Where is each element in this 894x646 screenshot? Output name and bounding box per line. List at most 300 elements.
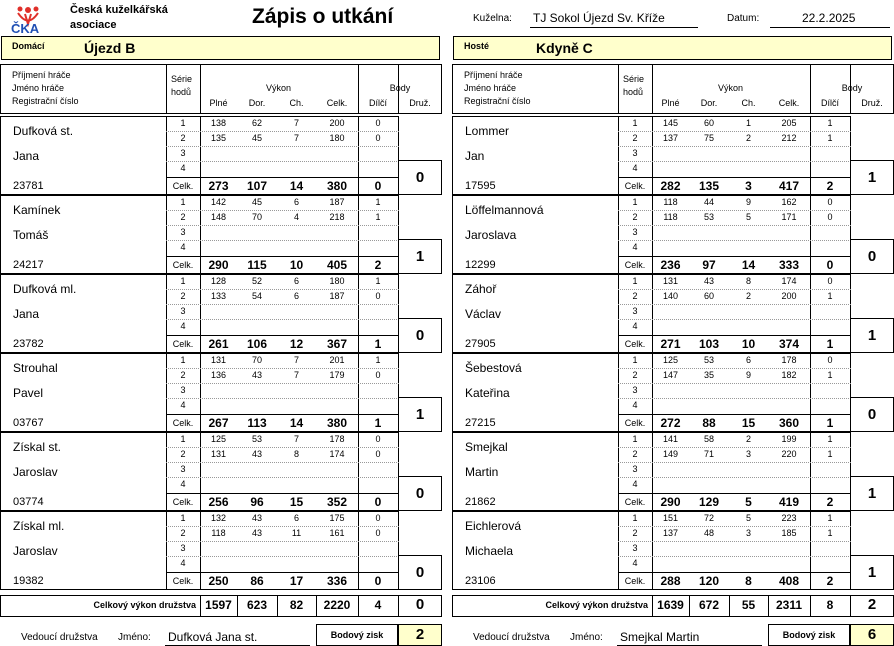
player-header-1: Příjmení hráče	[464, 70, 523, 80]
row-divider	[166, 146, 399, 147]
venue-label: Kuželna:	[473, 13, 512, 24]
row-divider	[618, 572, 851, 573]
row-divider	[166, 368, 399, 369]
series-number: 3	[180, 385, 186, 395]
dor-value: 43	[251, 370, 262, 380]
celk-value: 201	[329, 355, 345, 365]
dor-value: 70	[251, 355, 262, 365]
total-row-label: Celk.	[624, 418, 646, 428]
player-total-ch: 10	[289, 258, 304, 272]
series-number: 1	[180, 197, 186, 207]
ch-value: 8	[745, 276, 751, 286]
player-reg-number: 21862	[465, 496, 496, 508]
series-number: 1	[632, 276, 638, 286]
ch-value: 7	[293, 118, 299, 128]
row-divider	[618, 541, 851, 542]
player-total-celk: 367	[326, 337, 348, 351]
player-total-dor: 107	[246, 179, 268, 193]
plne-value: 125	[210, 434, 227, 444]
home-role-label: Domácí	[12, 41, 45, 51]
player-surname: Strouhal	[13, 361, 58, 375]
row-divider	[166, 572, 399, 573]
ch-value: 3	[745, 449, 751, 459]
plne-value: 118	[663, 197, 678, 207]
team-points-box: 1	[850, 476, 894, 511]
dilci-value: 1	[827, 133, 833, 143]
row-divider	[166, 210, 399, 211]
series-number: 1	[180, 513, 186, 523]
performance-header: Výkon	[718, 83, 744, 93]
ch-value: 7	[293, 355, 299, 365]
summary-team-points: 2	[867, 596, 877, 613]
celk-value: 212	[781, 133, 797, 143]
player-surname: Získal st.	[13, 440, 62, 454]
player-reg-number: 23782	[13, 338, 44, 350]
player-total-dilci: 1	[826, 337, 834, 351]
gain-label-box: Bodový zisk	[316, 624, 398, 646]
row-divider	[166, 319, 399, 320]
dor-header: Dor.	[248, 98, 266, 108]
series-number: 1	[632, 355, 638, 365]
dilci-value: 1	[827, 370, 833, 380]
player-total-dilci: 2	[826, 179, 834, 193]
celk-value: 220	[781, 449, 797, 459]
plne-value: 137	[662, 133, 679, 143]
row-divider	[618, 146, 851, 147]
dor-value: 54	[251, 291, 262, 301]
dilci-value: 1	[375, 276, 381, 286]
player-reg-number: 24217	[13, 259, 44, 271]
player-total-dor: 115	[247, 258, 267, 272]
column-divider	[618, 64, 619, 114]
row-divider	[618, 177, 851, 178]
player-total-dilci: 0	[374, 574, 382, 588]
series-number: 3	[180, 464, 186, 474]
row-divider	[166, 556, 399, 557]
player-total-dor: 86	[250, 574, 264, 588]
gain-label-box: Bodový zisk	[768, 624, 850, 646]
dor-value: 43	[251, 449, 262, 459]
summary-label: Celkový výkon družstva	[545, 600, 648, 610]
date-label: Datum:	[727, 13, 760, 24]
ch-value: 6	[293, 276, 299, 286]
player-total-dilci: 2	[826, 574, 834, 588]
team-points-box: 0	[850, 397, 894, 432]
row-divider	[166, 383, 399, 384]
ch-value: 1	[745, 118, 751, 128]
performance-header: Výkon	[266, 83, 292, 93]
dor-value: 60	[703, 291, 714, 301]
player-first-name: Tomáš	[13, 228, 49, 242]
dor-value: 43	[703, 276, 714, 286]
series-number: 2	[180, 449, 186, 459]
player-total-plne: 271	[660, 337, 681, 351]
player-total-dor: 113	[247, 416, 267, 430]
plne-value: 118	[663, 212, 678, 222]
leader-name: Dufková Jana st.	[168, 630, 258, 644]
summary-value: 8	[826, 598, 834, 612]
series-number: 3	[632, 306, 638, 316]
series-number: 3	[180, 306, 186, 316]
home-team-bar	[1, 36, 440, 60]
player-reg-number: 23781	[13, 180, 44, 192]
player-reg-number: 03767	[13, 417, 44, 429]
series-number: 3	[632, 385, 638, 395]
ch-value: 8	[293, 449, 299, 459]
player-total-ch: 15	[741, 416, 756, 430]
row-divider	[618, 225, 851, 226]
celk-value: 174	[329, 449, 345, 459]
series-number: 2	[632, 133, 638, 143]
dilci-header: Dílčí	[369, 98, 387, 108]
series-number: 4	[180, 163, 186, 173]
summary-team-points: 0	[415, 596, 425, 613]
series-number: 2	[632, 212, 638, 222]
row-divider	[166, 304, 399, 305]
dor-header: Dor.	[700, 98, 718, 108]
player-total-plne: 256	[208, 495, 229, 509]
druz-header: Druž.	[861, 98, 883, 108]
total-row-label: Celk.	[172, 576, 194, 586]
guest-role-label: Hosté	[464, 41, 490, 51]
ch-value: 7	[293, 133, 299, 143]
row-divider	[618, 383, 851, 384]
player-total-dor: 129	[698, 495, 720, 509]
dor-value: 52	[251, 276, 262, 286]
series-number: 1	[180, 118, 186, 128]
plne-value: 125	[662, 355, 679, 365]
celk-header: Celk.	[778, 98, 800, 108]
celk-value: 185	[781, 528, 797, 538]
player-surname: Šebestová	[465, 361, 522, 375]
column-divider	[166, 64, 167, 114]
team-points-box: 0	[398, 160, 442, 195]
dilci-value: 1	[827, 449, 833, 459]
series-number: 2	[180, 370, 186, 380]
dor-value: 70	[251, 212, 262, 222]
total-row-label: Celk.	[624, 339, 646, 349]
leader-name: Smejkal Martin	[620, 630, 700, 644]
series-header-1: Série	[623, 74, 645, 84]
row-divider	[618, 304, 851, 305]
druz-header: Druž.	[409, 98, 431, 108]
series-number: 4	[180, 400, 186, 410]
series-number: 1	[632, 197, 638, 207]
dor-value: 60	[703, 118, 714, 128]
dor-value: 43	[251, 513, 262, 523]
player-header-1: Příjmení hráče	[12, 70, 71, 80]
dor-value: 53	[251, 434, 262, 444]
celk-value: 205	[781, 118, 797, 128]
player-first-name: Jana	[13, 149, 40, 163]
series-header-1: Série	[171, 74, 193, 84]
leader-label: Vedoucí družstva	[21, 632, 98, 643]
summary-value: 623	[246, 598, 268, 612]
summary-value: 2220	[323, 598, 351, 612]
row-divider	[618, 256, 851, 257]
team-points-box: 0	[398, 555, 442, 590]
player-total-plne: 290	[208, 258, 229, 272]
ch-value: 6	[293, 197, 299, 207]
summary-value: 2311	[775, 598, 803, 612]
date-underline	[770, 27, 890, 28]
plne-value: 132	[210, 513, 227, 523]
player-surname: Smejkal	[465, 440, 508, 454]
series-number: 3	[180, 543, 186, 553]
plne-header: Plné	[209, 98, 228, 108]
series-number: 2	[632, 291, 638, 301]
series-number: 4	[632, 479, 638, 489]
plne-value: 136	[210, 370, 227, 380]
celk-value: 162	[781, 197, 797, 207]
player-total-ch: 17	[289, 574, 304, 588]
player-header-2: Jméno hráče	[464, 83, 517, 93]
plne-value: 151	[662, 513, 679, 523]
player-surname: Záhoř	[465, 282, 497, 296]
row-divider	[618, 368, 851, 369]
summary-value: 1639	[657, 598, 684, 612]
player-total-ch: 14	[289, 179, 304, 193]
player-total-celk: 352	[326, 495, 348, 509]
player-total-ch: 8	[745, 574, 752, 588]
series-number: 1	[632, 434, 638, 444]
dilci-value: 1	[827, 118, 833, 128]
team-points-box: 0	[398, 476, 442, 511]
celk-value: 179	[329, 370, 345, 380]
row-divider	[166, 493, 399, 494]
celk-value: 180	[329, 133, 345, 143]
plne-value: 149	[662, 449, 679, 459]
player-total-celk: 374	[778, 337, 800, 351]
player-total-dilci: 1	[826, 416, 834, 430]
dilci-value: 1	[375, 197, 381, 207]
celk-value: 200	[329, 118, 345, 128]
series-number: 3	[180, 148, 186, 158]
player-total-ch: 3	[745, 179, 752, 193]
series-number: 2	[632, 449, 638, 459]
series-number: 2	[180, 528, 186, 538]
series-number: 4	[180, 321, 186, 331]
player-first-name: Martin	[465, 465, 499, 479]
team-points-box: 1	[850, 555, 894, 590]
row-divider	[166, 225, 399, 226]
dor-value: 62	[251, 118, 262, 128]
player-total-celk: 417	[778, 179, 800, 193]
home-team-name: Újezd B	[84, 40, 136, 56]
player-first-name: Jaroslav	[13, 544, 58, 558]
dilci-value: 0	[375, 434, 381, 444]
series-number: 2	[632, 528, 638, 538]
player-reg-number: 27905	[465, 338, 496, 350]
row-divider	[166, 541, 399, 542]
series-number: 3	[632, 148, 638, 158]
player-reg-number: 19382	[13, 575, 44, 587]
leader-label: Vedoucí družstva	[473, 632, 550, 643]
dilci-value: 1	[375, 212, 381, 222]
player-surname: Eichlerová	[465, 519, 522, 533]
player-total-celk: 333	[778, 258, 800, 272]
dilci-value: 0	[375, 118, 381, 128]
player-total-plne: 290	[660, 495, 681, 509]
celk-value: 187	[329, 197, 345, 207]
row-divider	[166, 161, 399, 162]
series-number: 2	[180, 133, 186, 143]
player-total-celk: 336	[326, 574, 348, 588]
dilci-value: 0	[375, 528, 381, 538]
ch-value: 9	[745, 197, 751, 207]
player-total-ch: 10	[741, 337, 756, 351]
player-total-dor: 106	[246, 337, 268, 351]
player-total-dor: 88	[702, 416, 716, 430]
player-total-dilci: 0	[374, 495, 382, 509]
celk-value: 223	[781, 513, 797, 523]
dilci-value: 0	[375, 291, 381, 301]
row-divider	[166, 526, 399, 527]
series-number: 4	[180, 242, 186, 252]
series-number: 4	[632, 163, 638, 173]
total-row-label: Celk.	[624, 576, 646, 586]
row-divider	[618, 414, 851, 415]
row-divider	[166, 177, 399, 178]
ch-value: 5	[745, 513, 751, 523]
player-header-3: Registrační číslo	[464, 96, 531, 106]
row-divider	[166, 398, 399, 399]
team-points-box: 1	[398, 397, 442, 432]
gain-value-box: 2	[398, 624, 442, 646]
player-total-celk: 380	[326, 416, 348, 430]
body-header: Body	[841, 83, 863, 93]
dilci-value: 1	[375, 355, 381, 365]
series-number: 3	[180, 227, 186, 237]
summary-value: 672	[698, 598, 720, 612]
venue-value: TJ Sokol Újezd Sv. Kříže	[533, 11, 665, 25]
player-first-name: Pavel	[13, 386, 44, 400]
player-total-dilci: 1	[374, 416, 382, 430]
player-first-name: Jaroslava	[465, 228, 517, 242]
ch-value: 2	[745, 133, 751, 143]
dor-value: 43	[251, 528, 262, 538]
plne-value: 145	[662, 118, 679, 128]
row-divider	[166, 256, 399, 257]
ch-value: 6	[293, 513, 299, 523]
player-reg-number: 23106	[465, 575, 496, 587]
total-row-label: Celk.	[624, 497, 646, 507]
row-divider	[618, 289, 851, 290]
plne-value: 140	[662, 291, 679, 301]
series-number: 2	[632, 370, 638, 380]
plne-header: Plné	[661, 98, 680, 108]
player-total-dilci: 2	[826, 495, 834, 509]
row-divider	[166, 131, 399, 132]
player-first-name: Jan	[465, 149, 485, 163]
row-divider	[618, 493, 851, 494]
player-total-celk: 408	[778, 574, 800, 588]
player-total-dilci: 1	[374, 337, 382, 351]
guest-team-name: Kdyně C	[536, 40, 593, 56]
player-total-dor: 97	[702, 258, 716, 272]
team-points-box: 1	[850, 318, 894, 353]
plne-value: 142	[210, 197, 227, 207]
dor-value: 35	[703, 370, 714, 380]
dilci-value: 1	[827, 434, 833, 444]
row-divider	[618, 477, 851, 478]
row-divider	[618, 240, 851, 241]
summary-value: 55	[741, 598, 756, 612]
player-first-name: Václav	[465, 307, 502, 321]
dilci-value: 1	[827, 528, 833, 538]
row-divider	[166, 335, 399, 336]
series-number: 1	[180, 355, 186, 365]
plne-value: 137	[662, 528, 679, 538]
guest-team-bar	[453, 36, 892, 60]
dor-value: 58	[703, 434, 714, 444]
row-divider	[618, 556, 851, 557]
row-divider	[618, 161, 851, 162]
series-number: 4	[180, 479, 186, 489]
row-divider	[618, 447, 851, 448]
series-number: 1	[632, 118, 638, 128]
celk-value: 182	[781, 370, 797, 380]
row-divider	[618, 398, 851, 399]
player-total-dor: 135	[698, 179, 720, 193]
player-total-plne: 288	[660, 574, 681, 588]
venue-underline	[530, 27, 698, 28]
player-surname: Lommer	[465, 124, 510, 138]
dilci-value: 0	[827, 276, 833, 286]
ch-value: 3	[745, 528, 751, 538]
player-total-celk: 380	[326, 179, 348, 193]
player-total-celk: 419	[778, 495, 800, 509]
dor-value: 53	[703, 212, 714, 222]
ch-header: Ch.	[741, 98, 756, 108]
player-surname: Dufková st.	[13, 124, 74, 138]
row-divider	[166, 414, 399, 415]
row-divider	[618, 335, 851, 336]
player-total-plne: 282	[660, 179, 681, 193]
player-surname: Kamínek	[13, 203, 61, 217]
team-points-box: 0	[850, 239, 894, 274]
summary-value: 82	[289, 598, 304, 612]
plne-value: 141	[662, 434, 679, 444]
logo-text: ČKA	[11, 21, 40, 36]
dilci-header: Dílčí	[821, 98, 839, 108]
player-reg-number: 27215	[465, 417, 496, 429]
total-row-label: Celk.	[172, 497, 194, 507]
celk-value: 178	[781, 355, 797, 365]
row-divider	[166, 477, 399, 478]
series-number: 1	[180, 276, 186, 286]
series-header-2: hodů	[623, 87, 644, 97]
celk-value: 171	[781, 212, 797, 222]
plne-value: 128	[210, 276, 227, 286]
player-surname: Získal ml.	[13, 519, 65, 533]
dilci-value: 0	[827, 212, 833, 222]
celk-value: 174	[781, 276, 797, 286]
body-header: Body	[389, 83, 411, 93]
player-header-3: Registrační číslo	[12, 96, 79, 106]
celk-value: 218	[329, 212, 345, 222]
row-divider	[618, 131, 851, 132]
player-total-celk: 405	[326, 258, 348, 272]
plne-value: 131	[210, 355, 227, 365]
celk-header: Celk.	[326, 98, 348, 108]
dilci-value: 0	[375, 449, 381, 459]
series-number: 2	[180, 212, 186, 222]
dor-value: 45	[251, 197, 262, 207]
series-number: 4	[180, 558, 186, 568]
date-value: 22.2.2025	[802, 11, 856, 25]
player-first-name: Jana	[13, 307, 40, 321]
